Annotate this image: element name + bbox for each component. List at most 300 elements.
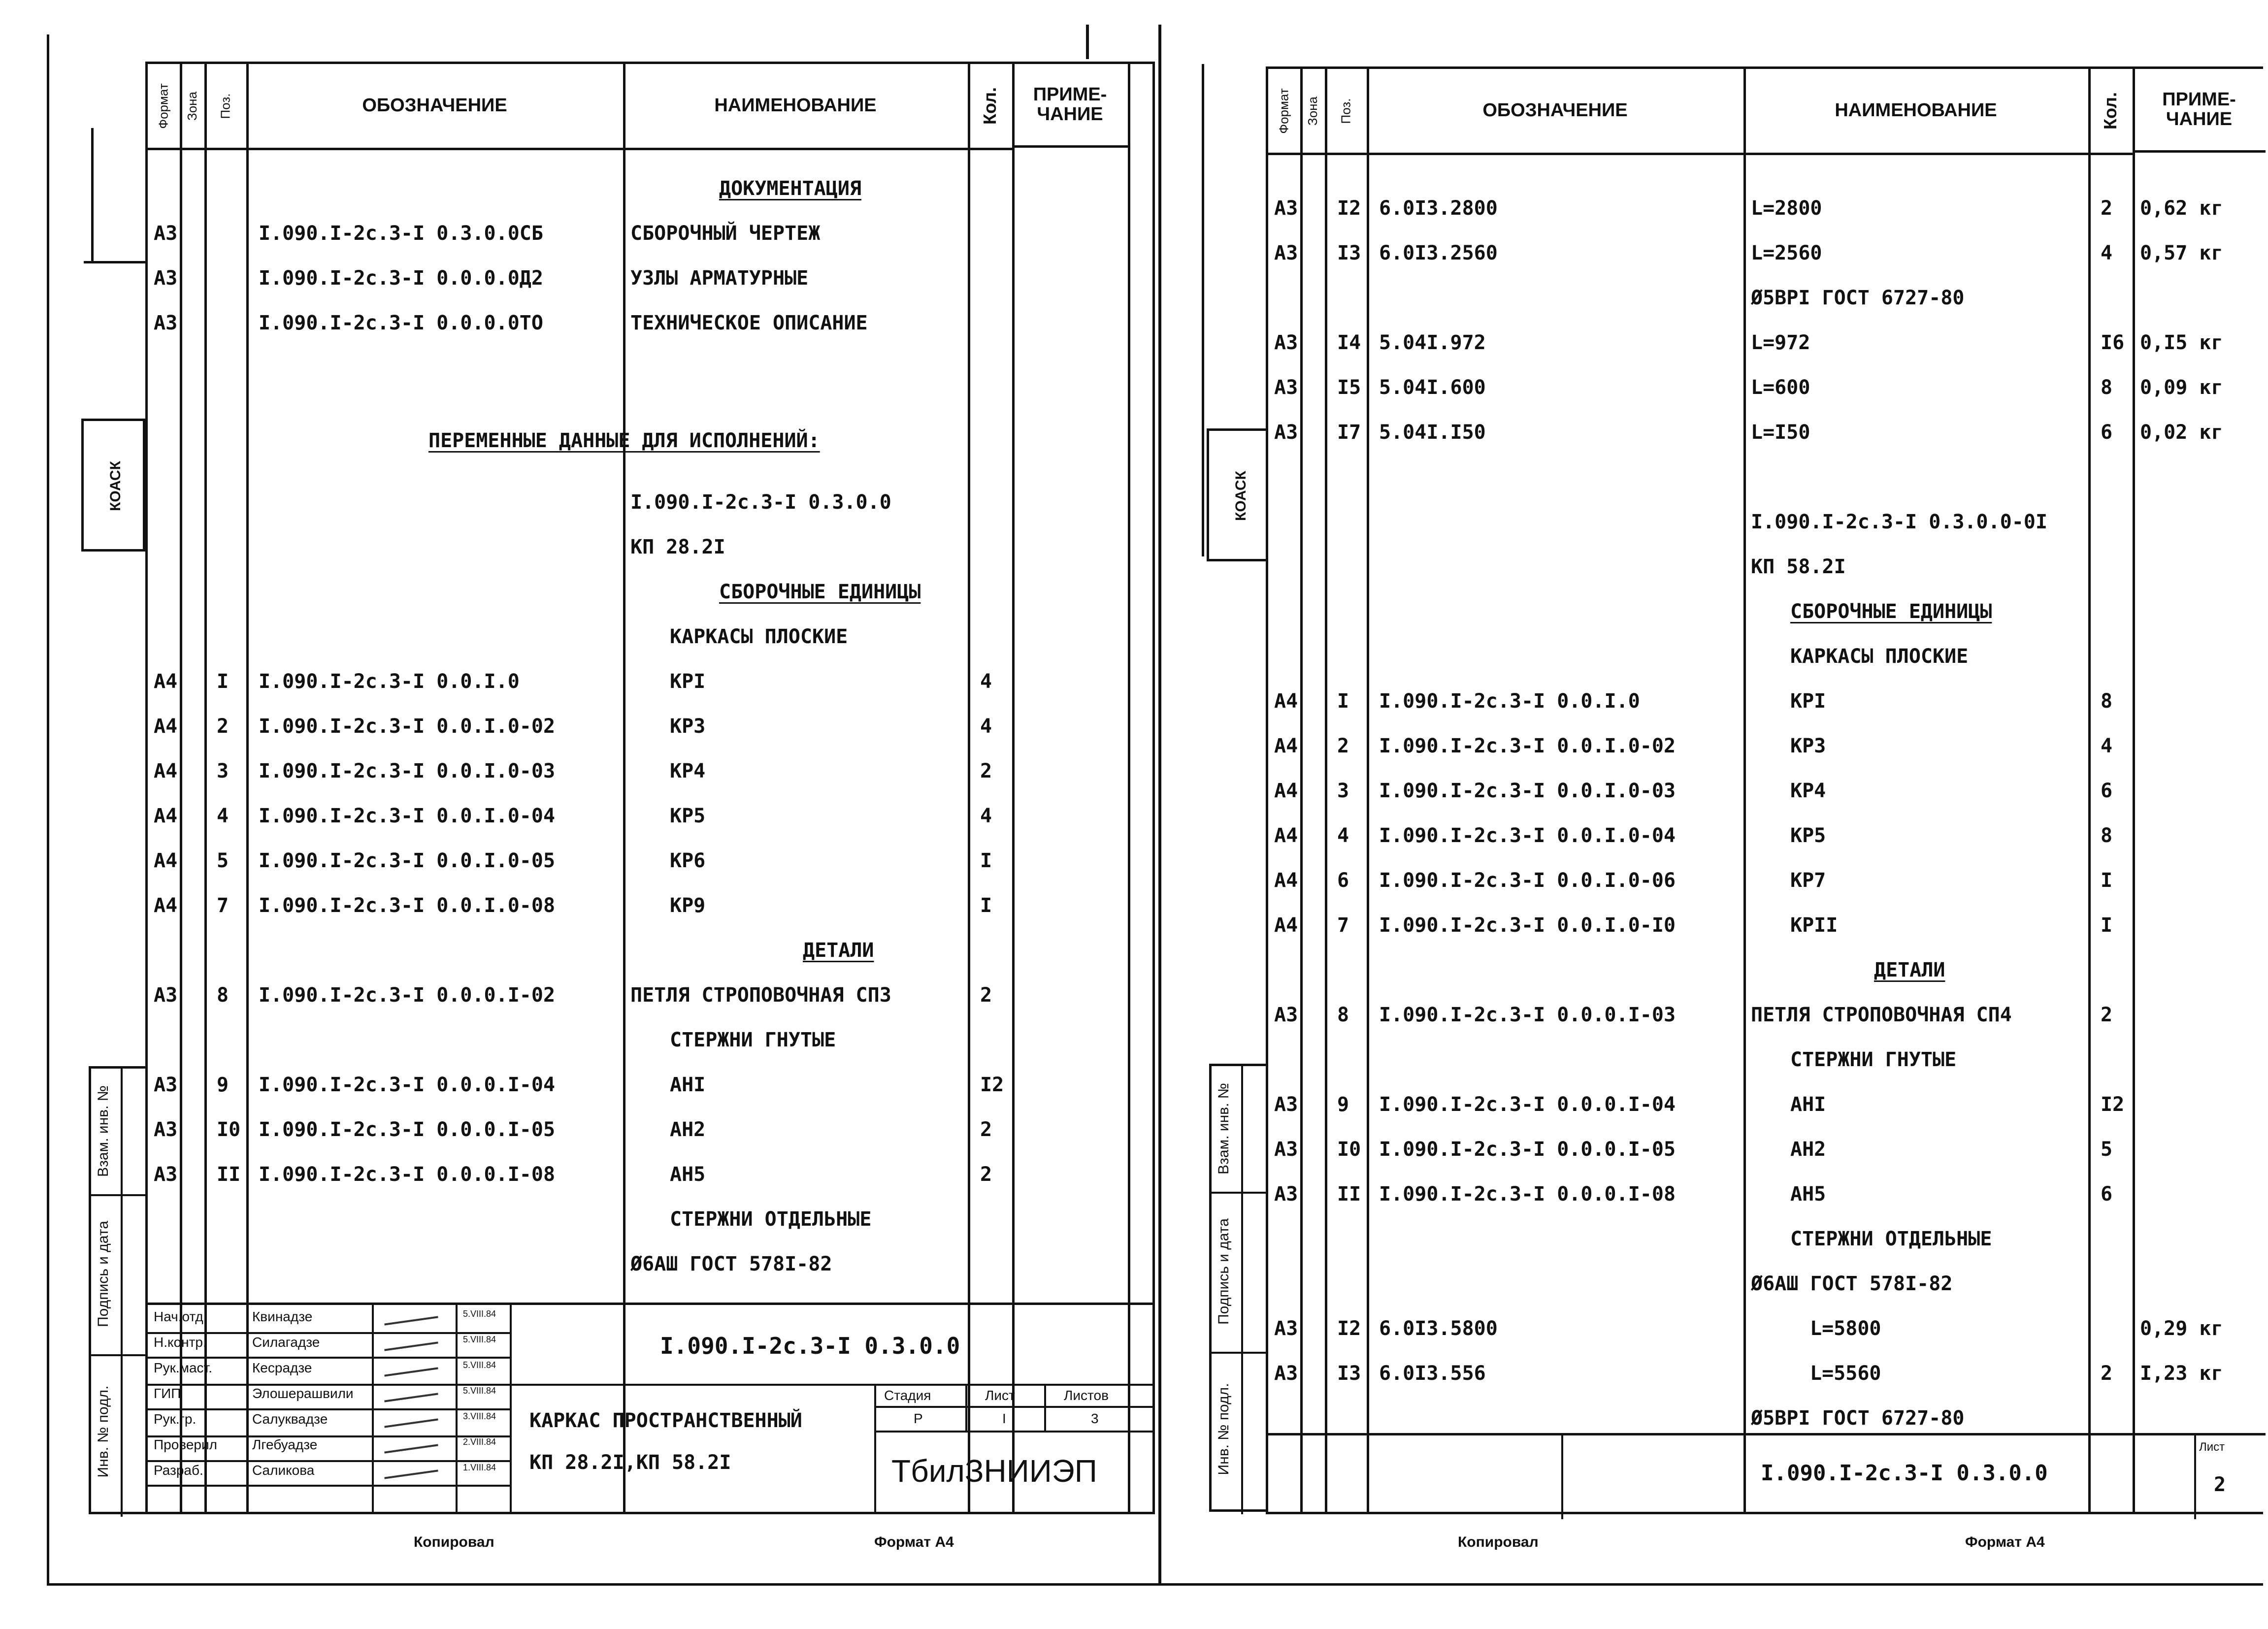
row-name: Ø5ВРI ГОСТ 6727-80 — [1751, 287, 1965, 309]
left-stage-value: Р — [914, 1411, 923, 1426]
row-name: КР3 — [670, 715, 706, 738]
row-position: I2 — [1337, 197, 1361, 220]
row-format: А3 — [1274, 1183, 1298, 1205]
table-row — [1268, 772, 2263, 817]
row-name: КРI — [1790, 690, 1826, 713]
row-format: А4 — [1274, 690, 1298, 713]
left-product-line2: КП 28.2I,КП 58.2I — [529, 1451, 731, 1474]
signature-scribble-icon — [384, 1341, 438, 1351]
right-stub-label-2: Подпись и дата — [1216, 1218, 1232, 1325]
row-quantity: 2 — [980, 760, 992, 782]
right-hdr-pos: Поз. — [1325, 69, 1367, 155]
table-row — [148, 663, 1152, 708]
left-sheets-value: 3 — [1091, 1411, 1099, 1426]
right-hdr-format: Формат — [1268, 69, 1300, 155]
left-title-block — [148, 1303, 1152, 1512]
table-row — [148, 484, 1152, 528]
signature-scribble-icon — [384, 1367, 438, 1376]
row-format: А3 — [1274, 1004, 1298, 1026]
outer-frame-bottom — [47, 1583, 2263, 1586]
row-quantity: I6 — [2101, 331, 2125, 354]
right-hdr-note: ПРИМЕ- ЧАНИЕ — [2133, 69, 2266, 153]
left-footer-format: Формат А4 — [874, 1534, 954, 1550]
row-name: СТЕРЖНИ ГНУТЫЕ — [670, 1029, 836, 1051]
row-name: АН2 — [670, 1118, 706, 1141]
tb-date: 2.VIII.84 — [463, 1437, 496, 1447]
row-quantity: 8 — [2101, 376, 2113, 399]
left-doc-number: I.090.I-2с.3-I 0.3.0.0 — [660, 1333, 960, 1359]
row-format: А3 — [154, 984, 178, 1007]
table-row — [1268, 1265, 2263, 1310]
table-row — [1268, 1041, 2263, 1086]
tb-date: 1.VIII.84 — [463, 1463, 496, 1472]
row-designation: I.090.I-2с.3-I 0.0.I.0-02 — [259, 715, 556, 738]
left-hdr-name: НАИМЕНОВАНИЕ — [623, 64, 968, 150]
row-name: КР4 — [670, 760, 706, 782]
table-row — [148, 170, 1152, 215]
right-stub — [1209, 1064, 1273, 1512]
table-row — [148, 932, 1152, 977]
row-quantity: 4 — [980, 805, 992, 827]
table-row — [148, 1111, 1152, 1156]
row-designation: 6.0I3.2800 — [1379, 197, 1498, 220]
table-row — [1268, 907, 2263, 951]
row-format: А3 — [154, 222, 178, 245]
tb-role: Рук.гр. — [154, 1411, 197, 1427]
row-format: А4 — [154, 670, 178, 693]
row-quantity: 6 — [2101, 421, 2113, 444]
tb-role: Н.контр. — [154, 1335, 207, 1350]
row-quantity: 2 — [980, 984, 992, 1007]
table-row — [1268, 1131, 2263, 1175]
row-name: АН5 — [1790, 1183, 1826, 1205]
row-name: СБОРОЧНЫЕ ЕДИНИЦЫ — [719, 581, 921, 603]
row-designation: I.090.I-2с.3-I 0.3.0.0СБ — [259, 222, 543, 245]
row-quantity: 8 — [2101, 824, 2113, 847]
row-format: А4 — [1274, 735, 1298, 757]
row-name: L=2560 — [1751, 242, 1822, 264]
row-designation: I.090.I-2с.3-I 0.0.0.I-05 — [1379, 1138, 1676, 1161]
table-row — [1268, 727, 2263, 772]
left-side-label: КОАСК — [107, 461, 124, 511]
row-format: А4 — [1274, 869, 1298, 892]
left-stub-label-1: Взам. инв. № — [95, 1085, 111, 1177]
row-position: 2 — [1337, 735, 1349, 757]
table-row — [148, 842, 1152, 887]
row-name: УЗЛЫ АРМАТУРНЫЕ — [630, 267, 809, 290]
row-designation: I.090.I-2с.3-I 0.0.I.0 — [1379, 690, 1640, 713]
row-name: ТЕХНИЧЕСКОЕ ОПИСАНИЕ — [630, 312, 868, 334]
tb-role: ГИП — [154, 1386, 181, 1401]
row-designation: I.090.I-2с.3-I 0.0.I.0-I0 — [1379, 914, 1676, 937]
left-hdr-qty: Кол. — [968, 64, 1012, 150]
row-format: А4 — [154, 805, 178, 827]
right-title-block — [1268, 1433, 2266, 1517]
row-position: I — [217, 670, 229, 693]
tb-name: Кесрадзе — [252, 1360, 312, 1375]
table-row — [1268, 862, 2263, 907]
row-name: КАРКАСЫ ПЛОСКИЕ — [670, 625, 848, 648]
right-sheet-label: Лист — [2199, 1440, 2225, 1454]
left-side-tick2 — [84, 261, 148, 263]
row-position: 6 — [1337, 869, 1349, 892]
row-designation: I.090.I-2с.3-I 0.0.0.I-04 — [1379, 1093, 1676, 1116]
row-position: 7 — [217, 894, 229, 917]
left-stub-label-3: Инв. № подл. — [95, 1385, 111, 1478]
row-name: КР5 — [670, 805, 706, 827]
table-row — [1268, 458, 2263, 503]
tb-date: 5.VIII.84 — [463, 1360, 496, 1370]
row-position: 8 — [1337, 1004, 1349, 1026]
table-row — [148, 887, 1152, 932]
table-row — [1268, 996, 2263, 1041]
row-name: L=2800 — [1751, 197, 1822, 220]
tb-date: 5.VIII.84 — [463, 1386, 496, 1396]
row-note: 0,62 кг — [2140, 197, 2223, 220]
row-position: I4 — [1337, 331, 1361, 354]
tb-role: Проверил — [154, 1437, 217, 1452]
row-format: А4 — [154, 849, 178, 872]
row-position: II — [1337, 1183, 1361, 1205]
row-format: А3 — [154, 1118, 178, 1141]
table-row — [1268, 817, 2263, 862]
left-stub-label-2: Подпись и дата — [95, 1221, 111, 1327]
right-spec-table — [1266, 66, 2263, 1514]
row-note: 0,29 кг — [2140, 1317, 2223, 1340]
right-doc-number: I.090.I-2с.3-I 0.3.0.0 — [1761, 1461, 2048, 1486]
left-org: ТбилЗНИИЭП — [891, 1453, 1097, 1489]
row-quantity: 4 — [980, 670, 992, 693]
table-row — [148, 304, 1152, 349]
row-name: КР4 — [1790, 780, 1826, 802]
right-stub-label-3: Инв. № подл. — [1216, 1383, 1232, 1475]
tb-date: 3.VIII.84 — [463, 1411, 496, 1421]
row-designation: I.090.I-2с.3-I 0.0.0.I-08 — [1379, 1183, 1676, 1205]
row-designation: I.090.I-2с.3-I 0.0.0.I-03 — [1379, 1004, 1676, 1026]
row-designation: I.090.I-2с.3-I 0.0.0.I-04 — [259, 1074, 556, 1096]
row-note: 0,09 кг — [2140, 376, 2223, 399]
row-designation: I.090.I-2с.3-I 0.0.0.0ТО — [259, 312, 543, 334]
row-quantity: 2 — [980, 1163, 992, 1186]
row-designation: I.090.I-2с.3-I 0.0.0.I-08 — [259, 1163, 556, 1186]
table-row — [148, 528, 1152, 573]
row-position: I — [1337, 690, 1349, 713]
row-name: КР5 — [1790, 824, 1826, 847]
table-row — [1268, 1175, 2263, 1220]
row-name: СТЕРЖНИ ОТДЕЛЬНЫЕ — [1790, 1228, 1992, 1250]
tb-name: Салуквадзе — [252, 1411, 328, 1427]
row-format: А3 — [1274, 331, 1298, 354]
row-name: АНI — [1790, 1093, 1826, 1116]
table-row — [148, 1066, 1152, 1111]
left-variable-heading: ПЕРЕМЕННЫЕ ДАННЫЕ ДЛЯ ИСПОЛНЕНИЙ: — [428, 429, 820, 452]
left-hdr-designation: ОБОЗНАЧЕНИЕ — [246, 64, 623, 150]
row-position: I7 — [1337, 421, 1361, 444]
row-quantity: 6 — [2101, 1183, 2113, 1205]
tb-name: Лгебуадзе — [252, 1437, 318, 1452]
table-row — [148, 708, 1152, 752]
row-name: КАРКАСЫ ПЛОСКИЕ — [1790, 645, 1969, 668]
table-row — [1268, 279, 2263, 324]
row-position: I0 — [1337, 1138, 1361, 1161]
table-row — [1268, 593, 2263, 638]
row-position: 3 — [217, 760, 229, 782]
row-name: СТЕРЖНИ ГНУТЫЕ — [1790, 1048, 1957, 1071]
tb-date: 5.VIII.84 — [463, 1335, 496, 1344]
row-note: 0,02 кг — [2140, 421, 2223, 444]
signature-scribble-icon — [384, 1393, 438, 1402]
row-designation: I.090.I-2с.3-I 0.0.I.0-04 — [259, 805, 556, 827]
row-position: II — [217, 1163, 241, 1186]
row-quantity: 6 — [2101, 780, 2113, 802]
row-position: 2 — [217, 715, 229, 738]
left-sheet-value: I — [1002, 1411, 1006, 1426]
row-name: L=5560 — [1810, 1362, 1881, 1385]
table-row — [1268, 1220, 2263, 1265]
row-note: I,23 кг — [2140, 1362, 2223, 1385]
row-name: СБОРОЧНЫЕ ЕДИНИЦЫ — [1790, 600, 1992, 623]
row-quantity: I2 — [980, 1074, 1004, 1096]
row-format: А4 — [1274, 824, 1298, 847]
table-row — [148, 977, 1152, 1021]
row-format: А4 — [1274, 780, 1298, 802]
row-name: L=600 — [1751, 376, 1810, 399]
row-name: L=5800 — [1810, 1317, 1881, 1340]
right-side-tick — [1202, 64, 1204, 556]
row-name: ДЕТАЛИ — [803, 939, 874, 962]
row-designation: I.090.I-2с.3-I 0.0.I.0-08 — [259, 894, 556, 917]
row-format: А3 — [1274, 242, 1298, 264]
row-position: 3 — [1337, 780, 1349, 802]
row-note: 0,57 кг — [2140, 242, 2223, 264]
left-sheet-label: Лист — [985, 1388, 1015, 1403]
table-row — [148, 1156, 1152, 1201]
row-position: I2 — [1337, 1317, 1361, 1340]
row-position: 8 — [217, 984, 229, 1007]
row-format: А4 — [1274, 914, 1298, 937]
row-name: Ø6АШ ГОСТ 578I-82 — [1751, 1272, 1953, 1295]
table-row — [1268, 951, 2263, 996]
outer-frame-left — [47, 34, 49, 1586]
row-name: КР7 — [1790, 869, 1826, 892]
table-row — [148, 1245, 1152, 1290]
row-quantity: 5 — [2101, 1138, 2113, 1161]
row-designation: 6.0I3.2560 — [1379, 242, 1498, 264]
right-stub-label-1: Взам. инв. № — [1216, 1083, 1232, 1174]
row-name: КР9 — [670, 894, 706, 917]
row-format: А3 — [154, 267, 178, 290]
left-side-tick — [91, 128, 94, 261]
tb-role: Нач.отд. — [154, 1309, 207, 1324]
row-format: А4 — [154, 894, 178, 917]
table-row — [1268, 414, 2263, 458]
row-quantity: I — [2101, 869, 2113, 892]
row-designation: 5.04I.972 — [1379, 331, 1486, 354]
signature-scribble-icon — [384, 1469, 438, 1479]
row-designation: 5.04I.I50 — [1379, 421, 1486, 444]
row-designation: I.090.I-2с.3-I 0.0.0.0Д2 — [259, 267, 543, 290]
row-format: А3 — [1274, 1362, 1298, 1385]
row-format: А3 — [1274, 197, 1298, 220]
row-name: СБОРОЧНЫЙ ЧЕРТЕЖ — [630, 222, 821, 245]
row-format: А3 — [154, 312, 178, 334]
row-position: 9 — [1337, 1093, 1349, 1116]
row-name: L=I50 — [1751, 421, 1810, 444]
row-designation: I.090.I-2с.3-I 0.0.I.0-02 — [1379, 735, 1676, 757]
row-name: КП 28.2I — [630, 536, 725, 558]
row-position: 7 — [1337, 914, 1349, 937]
row-name: АН5 — [670, 1163, 706, 1186]
row-designation: I.090.I-2с.3-I 0.0.I.0-05 — [259, 849, 556, 872]
row-format: А3 — [1274, 376, 1298, 399]
left-hdr-format: Формат — [148, 64, 180, 150]
table-row — [1268, 369, 2263, 414]
tb-name: Силагадзе — [252, 1335, 320, 1350]
row-name: I.090.I-2с.3-I 0.3.0.0-0I — [1751, 511, 2048, 533]
row-designation: I.090.I-2с.3-I 0.0.0.I-02 — [259, 984, 556, 1007]
row-format: А4 — [154, 760, 178, 782]
row-designation: I.090.I-2с.3-I 0.0.I.0-03 — [259, 760, 556, 782]
row-name: ПЕТЛЯ СТРОПОВОЧНАЯ СП4 — [1751, 1004, 2012, 1026]
right-hdr-qty: Кол. — [2088, 69, 2133, 155]
row-position: I3 — [1337, 242, 1361, 264]
row-quantity: 2 — [980, 1118, 992, 1141]
tb-role: Рук.маст. — [154, 1360, 213, 1375]
row-format: А3 — [1274, 1093, 1298, 1116]
right-hdr-designation: ОБОЗНАЧЕНИЕ — [1367, 69, 1743, 155]
right-hdr-zone: Зона — [1300, 69, 1325, 155]
row-name: КР6 — [670, 849, 706, 872]
table-row — [1268, 683, 2263, 727]
row-quantity: 8 — [2101, 690, 2113, 713]
row-designation: 5.04I.600 — [1379, 376, 1486, 399]
row-name: КРI — [670, 670, 706, 693]
row-format: А4 — [154, 715, 178, 738]
table-row — [148, 1201, 1152, 1245]
row-quantity: I2 — [2101, 1093, 2125, 1116]
row-name: I.090.I-2с.3-I 0.3.0.0 — [630, 491, 891, 514]
left-sheets-label: Листов — [1064, 1388, 1109, 1403]
row-quantity: I — [2101, 914, 2113, 937]
row-designation: 6.0I3.5800 — [1379, 1317, 1498, 1340]
row-name: L=972 — [1751, 331, 1810, 354]
row-name: Ø5ВРI ГОСТ 6727-80 — [1751, 1407, 1965, 1430]
row-note: 0,I5 кг — [2140, 331, 2223, 354]
table-row — [1268, 548, 2263, 593]
row-designation: I.090.I-2с.3-I 0.0.I.0-04 — [1379, 824, 1676, 847]
table-row — [148, 349, 1152, 394]
row-name: ДЕТАЛИ — [1874, 959, 1945, 981]
outer-frame-divider — [1158, 25, 1161, 1586]
left-spec-table — [145, 62, 1155, 1514]
row-name: КР3 — [1790, 735, 1826, 757]
table-row — [148, 215, 1152, 260]
signature-scribble-icon — [384, 1418, 438, 1428]
row-quantity: 4 — [2101, 735, 2113, 757]
row-position: I3 — [1337, 1362, 1361, 1385]
right-side-label: КОАСК — [1233, 471, 1249, 521]
table-row — [1268, 324, 2263, 369]
row-quantity: 4 — [980, 715, 992, 738]
right-hdr-name: НАИМЕНОВАНИЕ — [1743, 69, 2088, 155]
row-position: 4 — [217, 805, 229, 827]
row-designation: I.090.I-2с.3-I 0.0.I.0-06 — [1379, 869, 1676, 892]
tb-name: Квинадзе — [252, 1309, 313, 1324]
row-format: А3 — [1274, 1317, 1298, 1340]
table-row — [1268, 1310, 2263, 1355]
top-mark — [1086, 25, 1089, 59]
row-quantity: I — [980, 894, 992, 917]
row-format: А3 — [1274, 421, 1298, 444]
tb-role: Разраб. — [154, 1463, 203, 1478]
right-side-tab — [1207, 428, 1271, 561]
table-row — [1268, 190, 2263, 234]
row-name: СТЕРЖНИ ОТДЕЛЬНЫЕ — [670, 1208, 872, 1231]
table-row — [148, 1021, 1152, 1066]
left-stage-label: Стадия — [884, 1388, 931, 1403]
left-hdr-note: ПРИМЕ- ЧАНИЕ — [1012, 64, 1128, 148]
row-position: I0 — [217, 1118, 241, 1141]
row-quantity: 2 — [2101, 1362, 2113, 1385]
row-format: А3 — [154, 1163, 178, 1186]
row-name: КП 58.2I — [1751, 555, 1846, 578]
right-sheet-value: 2 — [2214, 1473, 2226, 1496]
left-footer-copied: Копировал — [414, 1534, 494, 1550]
row-format: А3 — [1274, 1138, 1298, 1161]
left-side-tab — [81, 419, 145, 552]
row-quantity: 4 — [2101, 242, 2113, 264]
row-position: 4 — [1337, 824, 1349, 847]
row-format: А3 — [154, 1074, 178, 1096]
row-name: КРII — [1790, 914, 1838, 937]
left-product-line1: КАРКАС ПРОСТРАНСТВЕННЫЙ — [529, 1409, 802, 1432]
row-position: I5 — [1337, 376, 1361, 399]
row-name: Ø6АШ ГОСТ 578I-82 — [630, 1253, 832, 1275]
row-name: ПЕТЛЯ СТРОПОВОЧНАЯ СП3 — [630, 984, 891, 1007]
table-row — [148, 573, 1152, 618]
left-hdr-pos: Поз. — [204, 64, 246, 150]
tb-name: Элошерашвили — [252, 1386, 354, 1401]
tb-date: 5.VIII.84 — [463, 1309, 496, 1319]
row-designation: I.090.I-2с.3-I 0.0.I.0-03 — [1379, 780, 1676, 802]
table-row — [1268, 638, 2263, 683]
row-designation: I.090.I-2с.3-I 0.0.I.0 — [259, 670, 520, 693]
signature-scribble-icon — [384, 1316, 438, 1325]
row-name: АНI — [670, 1074, 706, 1096]
row-quantity: 2 — [2101, 1004, 2113, 1026]
table-row — [148, 752, 1152, 797]
row-designation: 6.0I3.556 — [1379, 1362, 1486, 1385]
right-footer-copied: Копировал — [1458, 1534, 1539, 1550]
row-designation: I.090.I-2с.3-I 0.0.0.I-05 — [259, 1118, 556, 1141]
table-row — [1268, 234, 2263, 279]
row-quantity: I — [980, 849, 992, 872]
right-footer-format: Формат А4 — [1965, 1534, 2045, 1550]
table-row — [1268, 1086, 2263, 1131]
table-row — [148, 260, 1152, 304]
table-row — [1268, 1355, 2263, 1400]
row-name: АН2 — [1790, 1138, 1826, 1161]
tb-name: Саликова — [252, 1463, 315, 1478]
row-quantity: 2 — [2101, 197, 2113, 220]
left-hdr-zone: Зона — [180, 64, 204, 150]
row-name: ДОКУМЕНТАЦИЯ — [719, 177, 861, 200]
row-position: 9 — [217, 1074, 229, 1096]
table-row — [1268, 503, 2263, 548]
table-row — [148, 618, 1152, 663]
signature-scribble-icon — [384, 1444, 438, 1453]
row-position: 5 — [217, 849, 229, 872]
